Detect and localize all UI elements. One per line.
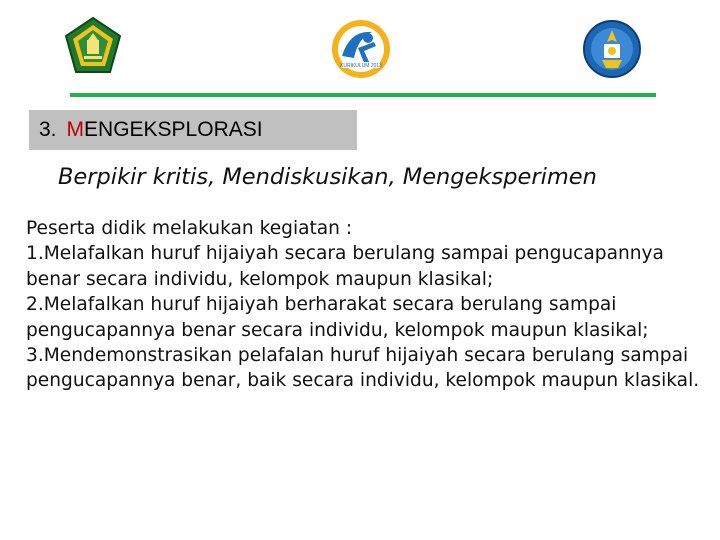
list-item xyxy=(26,241,706,292)
intro-text: Peserta didik melakukan kegiatan : xyxy=(26,218,353,239)
item-number: 1. xyxy=(26,243,44,265)
list-item xyxy=(26,343,706,394)
activity-description xyxy=(26,216,706,394)
item-number: 3. xyxy=(26,345,44,367)
item-text: Melafalkan huruf hijaiyah berharakat secara berulang sampai pengucapannya benar secara individu, kelompok maupun klasikal; xyxy=(26,294,649,341)
item-text: Melafalkan huruf hijaiyah secara berulang sampai pengucapannya benar secara individu, kelompok maupun klasikal; xyxy=(26,243,664,290)
section-heading xyxy=(29,110,357,150)
item-number: 2. xyxy=(26,294,44,316)
section-subtitle: Berpikir kritis, Mendiskusikan, Mengeksperimen xyxy=(58,164,597,190)
item-text: Mendemonstrasikan pelafalan huruf hijaiyah secara berulang sampai pengucapannya benar, baik secara individu, kelompok maupun klasikal. xyxy=(26,345,700,392)
kurikulum-logo-text: KURIKULUM 2013 xyxy=(340,63,382,69)
section-title-first-letter: M xyxy=(66,118,85,141)
tut-wuri-handayani-emblem-icon xyxy=(582,18,642,80)
list-item xyxy=(26,292,706,343)
section-number: 3. xyxy=(39,118,57,141)
kurikulum-2013-logo-icon xyxy=(328,18,394,80)
kementerian-agama-emblem-icon xyxy=(62,16,124,76)
green-divider xyxy=(70,93,656,97)
section-title-rest: ENGEKSPLORASI xyxy=(84,118,263,141)
